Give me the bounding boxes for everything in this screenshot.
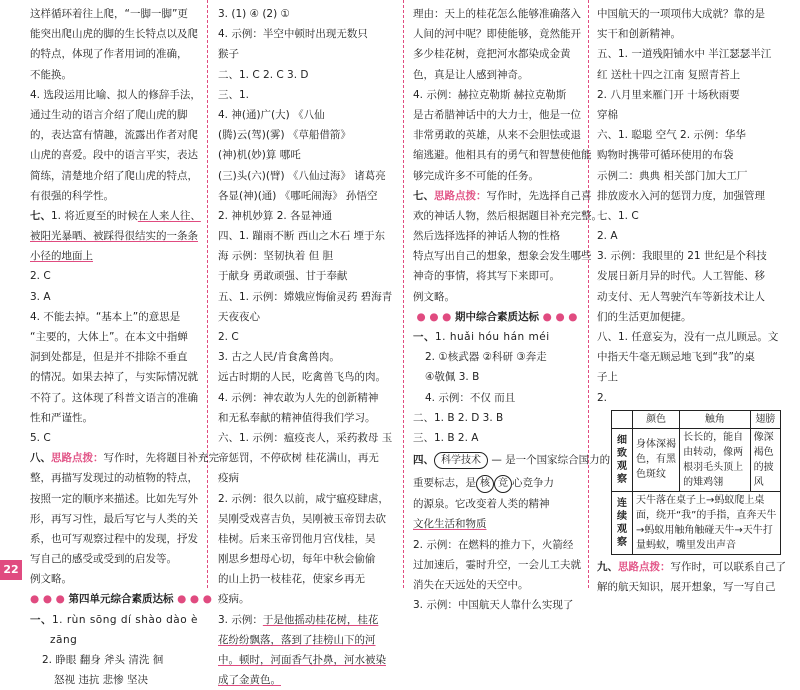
s4-line-4: 文化生活和物质 [413, 518, 487, 531]
table-header-color: 颜色 [633, 410, 680, 428]
text-line: 不能换。 [30, 68, 72, 81]
text-line: 3. 示例：我眼里的 21 世纪是个科技 [597, 250, 767, 263]
text-line: 猴子 [218, 48, 239, 61]
text-line: 2. 示例：在燃料的推力下，火箭经 [413, 538, 574, 551]
text-line: 子上 [597, 371, 618, 384]
circle-he: 核 [476, 475, 494, 493]
text-line: 示例二：典典 相关部门加大工厂 [597, 169, 748, 182]
s1-words: 2. 睁眼 翻身 斧头 清洗 徊 [42, 654, 164, 666]
text-line: 和无私奉献的精神值得我们学习。 [218, 411, 376, 424]
text-line: 非常勇敢的英雄，从来不会胆怯或退 [413, 129, 581, 142]
text-line: 的，表达富有情趣，流露出作者对爬 [30, 129, 198, 142]
text-line: 5. C [30, 431, 51, 444]
text-line: 排放废水入河的惩罚力度，加强管理 [597, 189, 765, 202]
text-line: 2. 八月里来雁门开 十场秋雨要 [597, 88, 740, 101]
text-line: 简练，清楚地介绍了爬山虎的特点， [30, 169, 198, 182]
s3-line: 三、1. B 2. A [413, 431, 479, 444]
divider-1 [207, 0, 208, 588]
page-number: 22 [0, 560, 22, 580]
text-line: 吴刚受戏喜吉负，吴刚被玉帝罚去砍 [218, 512, 386, 525]
s1-line-4: 4. 示例：不仅 而且 [425, 391, 516, 404]
q9-line-1: 九、思路点拨：写作时，可以联系自己了 [597, 560, 786, 573]
text-line: 多少桂花树，竟把河水都染成金黄 [413, 48, 571, 61]
table-row [612, 428, 781, 491]
q7-line-1: 七、思路点拨：写作时，先选择自己喜 [413, 189, 592, 202]
s1-pinyin: 一、1. rùn sōng dí shào dào è [30, 613, 198, 626]
text-line: 发展日新月异的时代。人工智能、移 [597, 270, 765, 283]
text-line: 四、1. 蹦雨不断 西山之木石 堙于东 [218, 230, 386, 243]
column-1 [30, 4, 219, 690]
text-line: 刚思乡想母心切，每年中秋会偷偷 [218, 553, 376, 566]
text-line: 六、1. 聪聪 空气 2. 示例：华华 [597, 129, 746, 142]
table-cell: 天牛落在桌子上→蚂蚁爬上桌面，绕开“我”的手指，直奔天牛→蚂蚁用触角触碰天牛→天牛打量蚂蚁，嘴里发出声音 [633, 491, 781, 554]
text-line: 缩逃避。他相具有的勇气和智慧使他能 [413, 149, 592, 162]
table-header-wings: 翅膀 [750, 410, 780, 428]
text-line: 够完成许多不可能的任务。 [413, 169, 539, 182]
s4-line-1: 四、 科学技术 — 是一个国家综合国力的 [413, 448, 581, 472]
text-line: 按照一定的顺序来描述。比如先写外 [30, 492, 198, 505]
text-line: 3. (1) ④ (2) ① [218, 8, 290, 20]
text-line: 动支付、无人驾驶汽车等新技术让人 [597, 290, 765, 303]
text-line: 穿棉 [597, 108, 618, 121]
text-line: 例文略。 [30, 573, 72, 586]
observation-table [611, 410, 781, 555]
text-line: 六、1. 示例：瘟疫丧人，采药救母 玉 [218, 431, 393, 444]
text-line: 4. 选段运用比喻、拟人的修辞手法， [30, 88, 201, 101]
q8-line-1: 八、思路点拨：写作时，先将题目补充完 [30, 452, 219, 465]
text-line: 形，再写习性，最后写它与人类的关 [30, 512, 198, 525]
text-line: 3. 示例：中国航天人靠什么实现了 [413, 599, 574, 612]
s1-words: 2. ①核武器 ②科研 ③奔走 [425, 351, 547, 364]
text-line: 八、1. 任意妄为，没有一点儿顾忌。文 [597, 331, 779, 343]
text-line: 二、1. C 2. C 3. D [218, 68, 309, 81]
text-line: 的山上扔一枝桂花，使家乡再无 [218, 573, 365, 586]
text-line: 疫病。 [218, 593, 250, 606]
s1-pinyin-2: zāng [50, 633, 78, 646]
q6-3-line-4: 成了金黄色。 [218, 674, 281, 687]
text-line: 例文略。 [413, 290, 455, 303]
text-line: 神奇的事情，将其写下来即可。 [413, 270, 560, 283]
text-line: 中国航天的一项项伟大成就？靠的是 [597, 8, 765, 20]
text-line: 然后选择选择的神话人物的性格 [413, 230, 560, 243]
column-4 [597, 4, 787, 597]
section-title-unit4: ● ● ● 第四单元综合素质达标 ● ● ● [30, 593, 212, 606]
text-line: 2. 神机妙算 2. 各显神通 [218, 209, 333, 222]
s1-pinyin: 一、1. huǎi hóu hán méi [413, 331, 550, 343]
text-line: 2. C [30, 270, 51, 283]
row-label-continuous: 连续观察 [612, 491, 633, 554]
text-line: “主要的，大体上”。在本文中指蝉 [30, 331, 188, 343]
text-line: 帝惩罚，不停砍树 桂花满山，再无 [218, 452, 379, 465]
text-line: 们的生活更加便捷。 [597, 310, 692, 323]
text-line: 疫病 [218, 472, 239, 485]
table-cell: 身体深褐色，有黑色斑纹 [633, 428, 680, 491]
circle-jing: 竞 [494, 475, 512, 493]
text-line: 过加速后，霎时升空，一会儿工夫就 [413, 558, 581, 571]
table-header-antenna: 触角 [680, 410, 750, 428]
text-line: 不符了。这体现了科普文语言的准确 [30, 391, 198, 404]
s4-line-3: 的源泉。它改变着人类的精神 [413, 498, 550, 511]
s2-line: 二、1. B 2. D 3. B [413, 411, 504, 424]
text-line: 于献身 勇敢顽强、甘于奉献 [218, 270, 348, 283]
text-line: 山虎的喜爱。段中的语言平实，表达 [30, 149, 198, 162]
text-line: 各显(神)(通) 《哪吒闹海》 孙悟空 [218, 189, 378, 202]
text-line: 4. 不能去掉。“基本上”的意思是 [30, 310, 181, 323]
text-line: 系，也可写观察过程中的发现，抒发 [30, 532, 198, 545]
text-line: 的特点，体现了作者用词的准确， [30, 48, 188, 61]
text-line: 三、1. [218, 88, 250, 101]
table-cell: 像深褐色的披风 [750, 428, 780, 491]
divider-2 [403, 0, 404, 588]
text-line: 通过生动的语言介绍了爬山虎的脚 [30, 108, 188, 121]
text-line: 4. 示例：半空中顿时出现无数只 [218, 28, 368, 41]
q7-line-3: 小径的地面上 [30, 250, 93, 263]
divider-3 [588, 0, 589, 588]
s1-words-2: ④敬佩 3. B [425, 371, 480, 384]
text-line: 五、1. 一道残阳铺水中 半江瑟瑟半江 [597, 48, 772, 61]
section-title-midterm: ● ● ● 期中综合素质达标 ● ● ● [416, 310, 578, 323]
text-line: 有很强的科学性。 [30, 189, 114, 202]
text-line: 欢的神话人物，然后根据题目补充完整。 [413, 209, 602, 222]
text-line: 天夜夜心 [218, 310, 260, 323]
text-line: (腾)云(驾)(雾) 《草船借箭》 [218, 129, 351, 142]
q6-3-line-3: 中。顿时，河面香气扑鼻，河水被染 [218, 654, 386, 666]
text-line: 五、1. 示例：嫦娥应悔偷灵药 碧海青 [218, 290, 393, 303]
q7-line-2: 被阳光暴晒、被踩得很结实的一条条 [30, 230, 198, 243]
science-bubble: 科学技术 [434, 452, 488, 469]
table-row [612, 491, 781, 554]
text-line: 的情况。如果去掉了，与实际情况就 [30, 371, 198, 384]
text-line: 实干和创新精神。 [597, 28, 681, 41]
text-line: 2. A [597, 230, 618, 243]
q6-3-line-2: 花纷纷飘落，落到了挂榜山下的河 [218, 633, 376, 646]
text-line: (神)机(妙)算 哪吒 [218, 149, 301, 162]
text-line: 是古希腊神话中的大力士，他是一位 [413, 108, 581, 121]
text-line: 红 送杜十四之江南 复照青苔上 [597, 68, 741, 81]
q9-line-2: 解的航天知识，展开想象，写一写自己 [597, 580, 776, 593]
text-line: 性和严谨性。 [30, 411, 93, 424]
text-line: 海 示例：坚韧执着 但 胆 [218, 250, 334, 263]
text-line: (三)头(六)(臂) 《八仙过海》 诸葛亮 [218, 169, 386, 182]
text-line: 中指天牛毫无顾忌地飞到“我”的桌 [597, 351, 755, 364]
q7-line-1: 七、1. 将近夏至的时候在人来人往、 [30, 209, 201, 222]
text-line: 七、1. C [597, 209, 639, 222]
column-2 [218, 4, 395, 690]
text-line: 4. 神(通)广(大) 《八仙 [218, 108, 325, 121]
text-line: 购物时携带可循环使用的布袋 [597, 149, 734, 162]
text-line: 色，真是让人感到神奇。 [413, 68, 529, 81]
text-line: 远古时期的人民，吃禽兽飞鸟的肉。 [218, 371, 386, 384]
text-line: 能突出爬山虎的脚的生长特点以及爬 [30, 28, 198, 41]
text-line: 理由：天上的桂花怎么能够准确落入 [413, 8, 581, 20]
s4-line-2: 重要标志，是 核 竞 心竞争力 [413, 472, 581, 494]
text-line: 2. C [218, 331, 239, 343]
text-line: 人间的河中呢？即使能够，竟然能开 [413, 28, 581, 41]
text-line: 这样循环着往上爬，“一脚一脚”更 [30, 8, 188, 20]
q6-3-line-1: 3. 示例：于是他摇动桂花树，桂花 [218, 613, 379, 626]
text-line: 洞到处都是，但是并不排除不垂直 [30, 351, 188, 364]
table-row [612, 410, 781, 428]
table-cell: 长长的，能自由转动，像两根羽毛头顶上的雉鸡翎 [680, 428, 750, 491]
text-line: 整，再描写发现过的动植物的特点， [30, 472, 198, 485]
text-line: 2. 示例：很久以前，咸宁瘟疫肆虐， [218, 492, 389, 505]
row-label-detailed: 细致观察 [612, 428, 633, 491]
text-line: 桂树。后来玉帝罚他月宫伐桂，吴 [218, 532, 376, 545]
text-line: 2. [597, 391, 608, 404]
text-line: 消失在天远处的天空中。 [413, 578, 529, 591]
text-line: 写自己的感受或受到的启发等。 [30, 553, 177, 566]
text-line: 3. 古之人民/肯食禽兽肉。 [218, 351, 340, 364]
text-line: 4. 示例：神农敢为人先的创新精神 [218, 391, 379, 404]
s1-words-2: 怒视 违抗 悲惨 坚决 [54, 674, 149, 687]
text-line: 3. A [30, 290, 51, 303]
text-line: 4. 示例：赫拉克勒斯 赫拉克勒斯 [413, 88, 567, 101]
text-line: 特点写出自己的想象，想象会发生哪些 [413, 250, 592, 263]
